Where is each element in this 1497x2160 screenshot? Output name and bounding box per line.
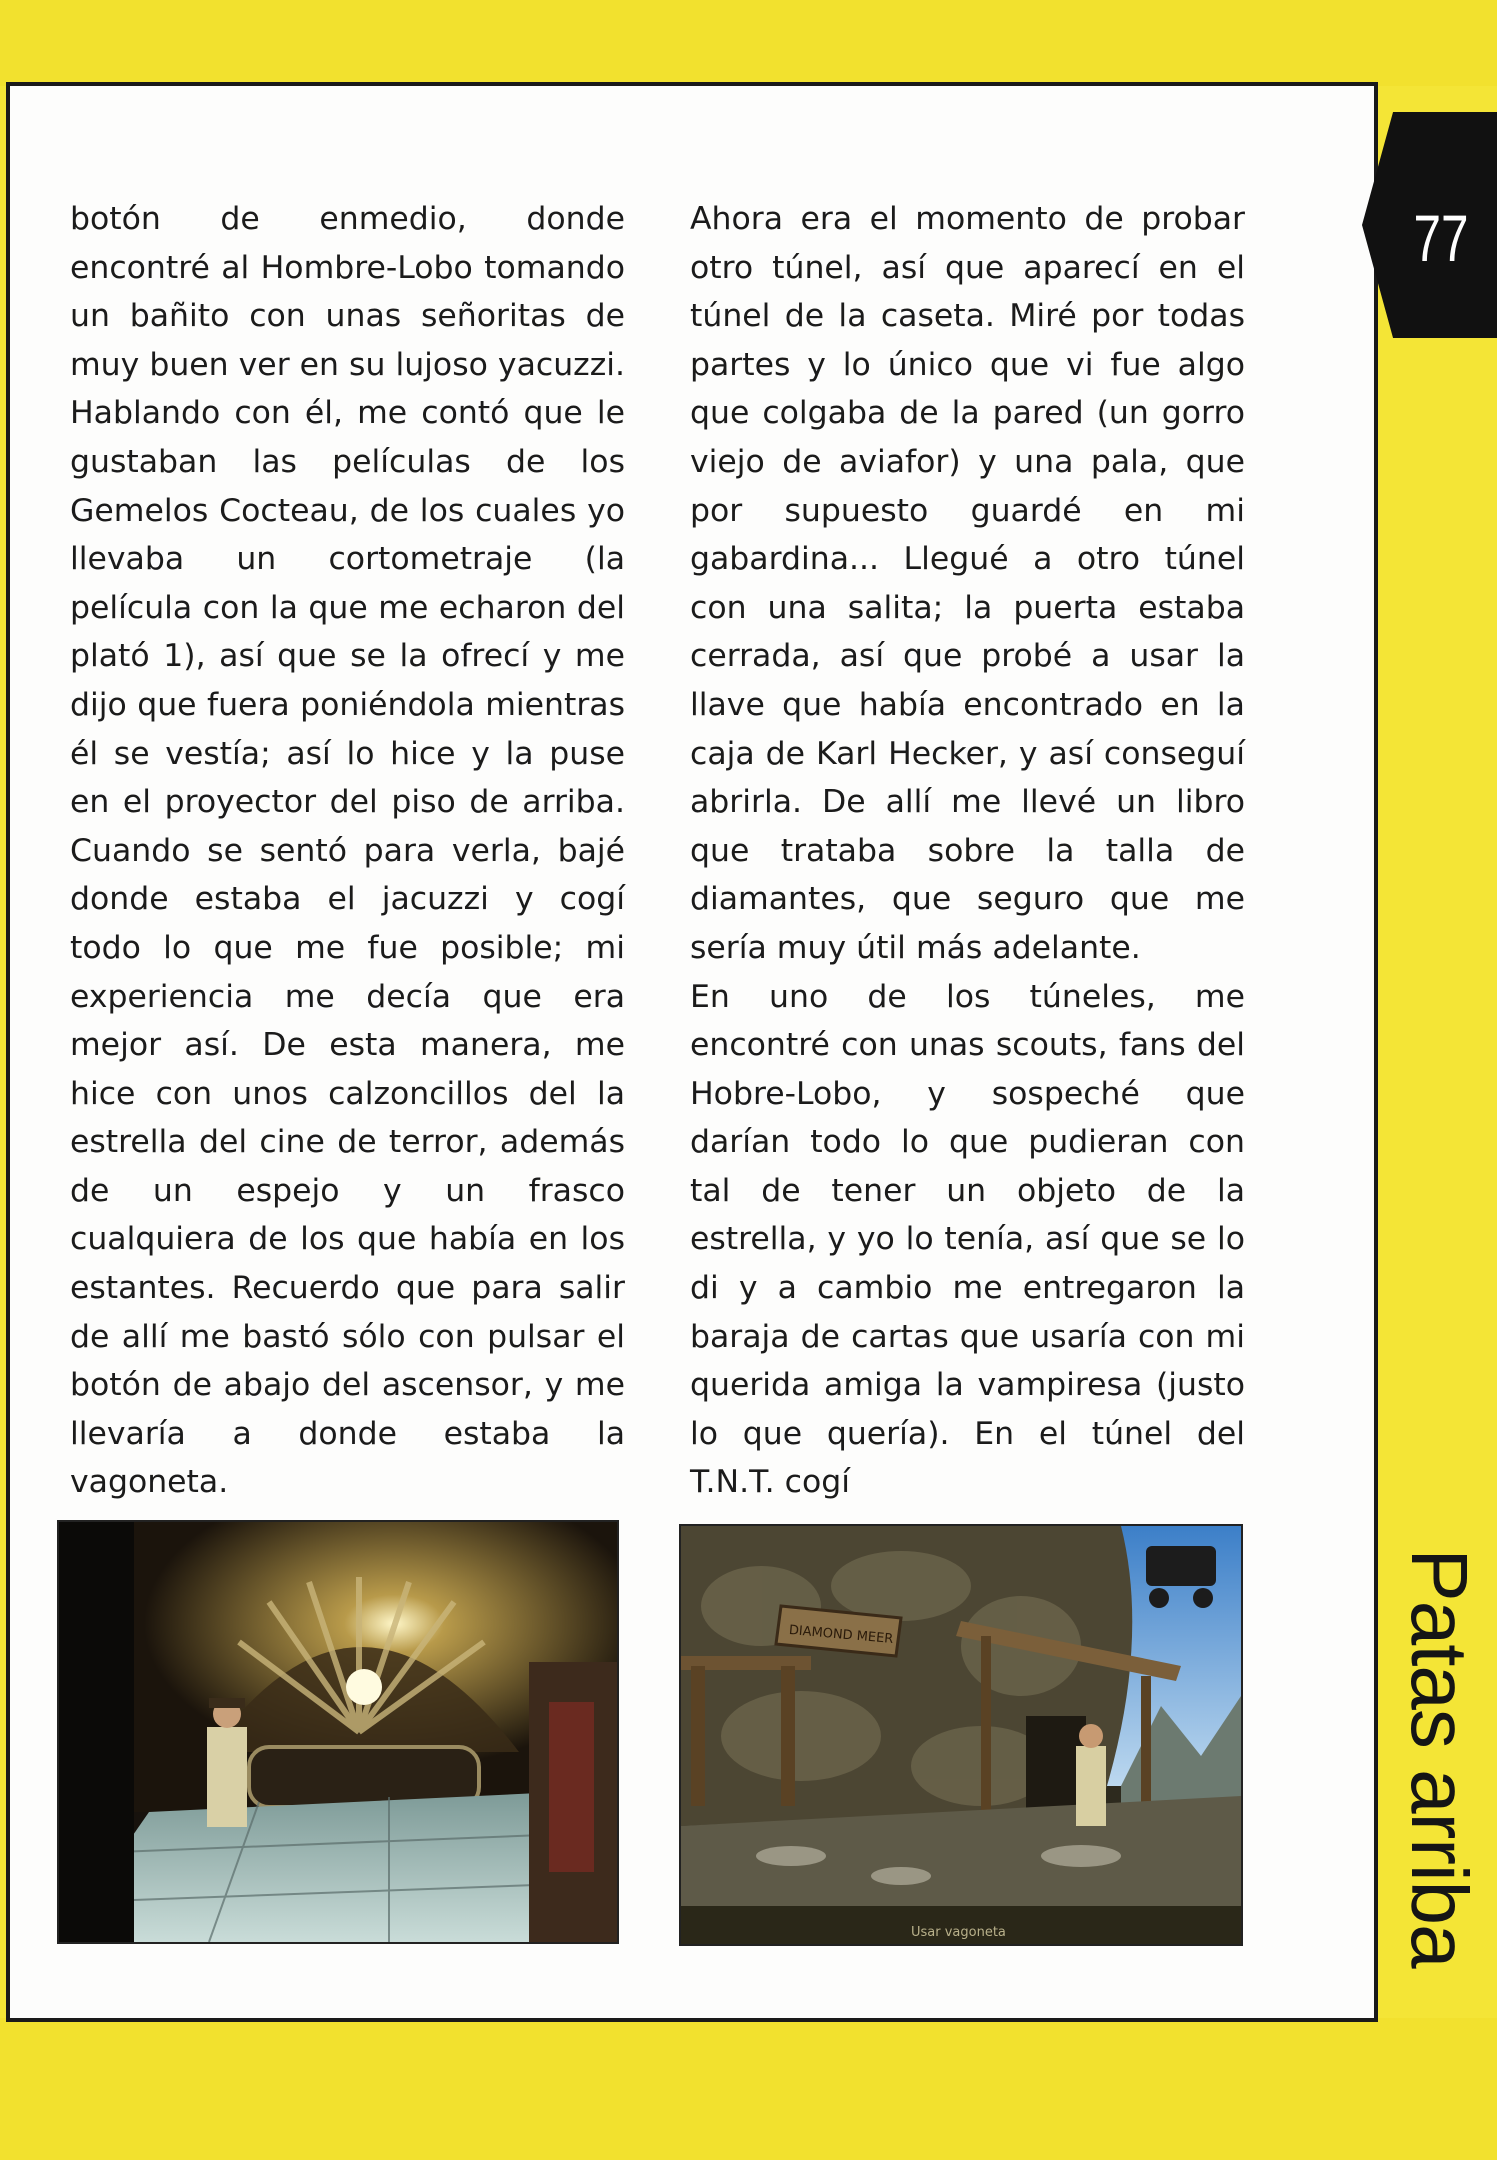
top-yellow-band <box>0 0 1497 86</box>
right-paragraph-1: Ahora era el momento de probar otro túnel, así que aparecí en el túnel de la caseta. Miré por todas partes y lo único que vi fue algo que colgaba de la pared (un gorro viejo de aviafor) y una pala, que por supuesto guardé en mi gabardina... Llegué a otro túnel con una salita; la puerta estaba cerrada, así que probé a usar la llave que había encontrado en la caja de Karl Hecker, y así conseguí abrirla. De allí me llevé un libro que trataba sobre la talla de diamantes, que seguro que me sería muy útil más adelante. <box>690 201 1245 966</box>
left-column <box>70 195 625 1507</box>
section-title-text: Patas arriba <box>1395 1548 1484 1968</box>
jacuzzi-scene-image <box>59 1522 617 1942</box>
right-paragraph-2: En uno de los túneles, me encontré con unas scouts, fans del Hobre-Lobo, y sospeché que darían todo lo que pudieran con tal de tener un objeto de la estrella, y yo lo tenía, así que se lo di y a cambio me entregaron la baraja de cartas que usaría con mi querida amiga la vampiresa (justo lo que quería). En el túnel del T.N.T. cogí <box>690 978 1245 1501</box>
mine-scene-image <box>681 1526 1241 1944</box>
screenshot-diamond-mine <box>679 1524 1243 1946</box>
screenshot-jacuzzi-room <box>57 1520 619 1944</box>
diamond-mine-sign: DIAMOND MEER <box>788 1622 894 1647</box>
right-column <box>690 195 1245 1507</box>
caption-use-cart: Usar vagoneta <box>911 1925 1006 1940</box>
page-number: 77 <box>1413 201 1469 275</box>
bottom-yellow-band <box>0 2018 1497 2160</box>
left-paragraph: botón de enmedio, donde encontré al Hombre-Lobo tomando un bañito con unas señoritas de muy buen ver en su lujoso yacuzzi. Hablando con él, me contó que le gustaban las películas de los Gemelos Cocteau, de los cuales yo llevaba un cortometraje (la película con la que me echaron del plató 1), así que se la ofrecí y me dijo que fuera poniéndola mientras él se vestía; así lo hice y la puse en el proyector del piso de arriba. Cuando se sentó para verla, bajé donde estaba el jacuzzi y cogí todo lo que me fue posible; mi experiencia me decía que era mejor así. De esta manera, me hice con unos calzoncillos del la estrella del cine de terror, además de un espejo y un frasco cualquiera de los que había en los estantes. Recuerdo que para salir de allí me bastó sólo con pulsar el botón de abajo del ascensor, y me llevaría a donde estaba la vagoneta. <box>70 201 625 1501</box>
